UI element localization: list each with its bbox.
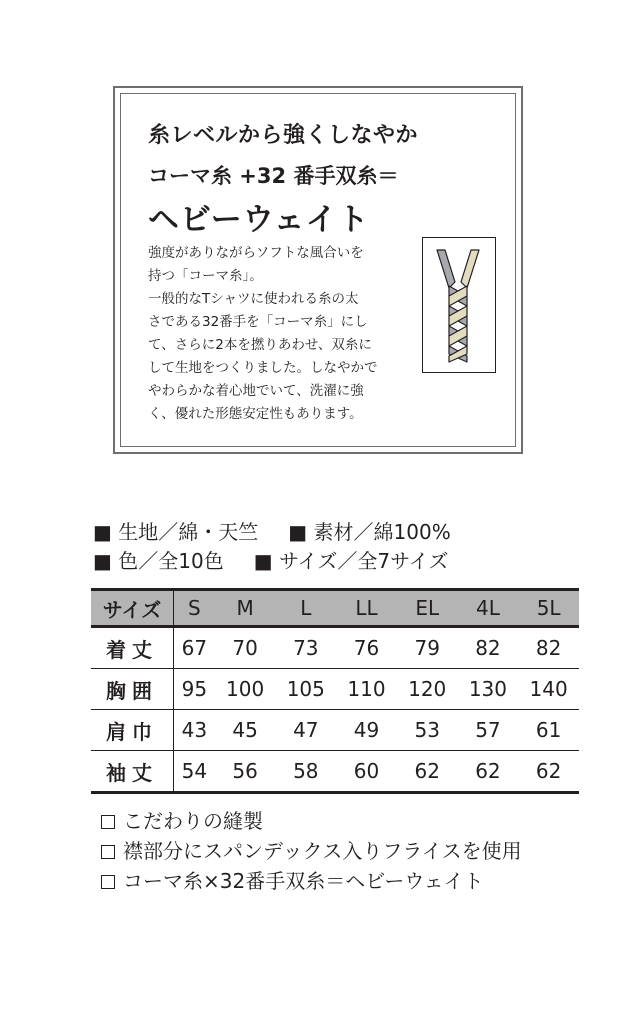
- table-row: [91, 710, 579, 751]
- info-body: [148, 242, 416, 426]
- info-heading-2: コーマ糸 +32 番手双糸＝: [148, 164, 399, 188]
- table-row: [91, 669, 579, 710]
- list-item: [101, 836, 522, 866]
- table-cell: 82: [535, 636, 562, 660]
- list-item: [101, 866, 522, 896]
- size-header-cell: S: [188, 596, 201, 620]
- table-cell: 43: [181, 718, 208, 742]
- table-cell: 140: [529, 677, 568, 701]
- size-header-cell: LL: [355, 596, 378, 620]
- spec-material: ■ 素材／綿100%: [288, 520, 451, 544]
- info-body-line: く、優れた形態安定性もあります。: [148, 406, 363, 422]
- info-heading-3: ヘビーウェイト: [148, 202, 370, 238]
- spec-fabric: ■ 生地／綿・天竺: [93, 520, 259, 544]
- table-cell: 61: [535, 718, 562, 742]
- table-cell: 100: [226, 677, 265, 701]
- table-cell: 67: [181, 636, 208, 660]
- info-body-line: て、さらに2本を撚りあわせ、双糸に: [148, 337, 372, 353]
- table-row: [91, 751, 579, 793]
- size-header-cell: M: [236, 596, 254, 620]
- size-header-cell: L: [300, 596, 312, 620]
- info-box-inner-border: [120, 93, 516, 447]
- table-cell: 95: [181, 677, 208, 701]
- row-label: 胸囲: [91, 669, 174, 710]
- spec-line-2: [93, 547, 451, 576]
- row-label: 着丈: [91, 627, 174, 669]
- table-cell: 62: [475, 759, 501, 783]
- feature-text: コーマ糸×32番手双糸＝ヘビーウェイト: [123, 869, 484, 893]
- row-label: 袖丈: [91, 751, 174, 793]
- info-body-line: さである32番手を「コーマ糸」にし: [148, 314, 368, 330]
- table-cell: 62: [535, 759, 562, 783]
- size-table-header-row: [91, 590, 579, 627]
- spec-sizes: ■ サイズ／全7サイズ: [253, 549, 449, 573]
- info-body-line: 強度がありながらソフトな風合いを: [148, 245, 364, 261]
- info-body-line: やわらかな着心地でいて、洗濯に強: [148, 383, 364, 399]
- table-cell: 82: [475, 636, 501, 660]
- table-cell: 73: [293, 636, 319, 660]
- row-label: 肩巾: [91, 710, 174, 751]
- size-table: [91, 588, 579, 794]
- info-box: [113, 86, 523, 454]
- table-cell: 54: [181, 759, 208, 783]
- twisted-yarn-icon: [422, 237, 496, 373]
- table-cell: 56: [232, 759, 258, 783]
- table-cell: 76: [353, 636, 380, 660]
- table-cell: 57: [475, 718, 501, 742]
- table-cell: 79: [414, 636, 440, 660]
- info-heading-1: 糸レベルから強くしなやか: [148, 123, 419, 148]
- feature-list: [101, 806, 522, 896]
- size-header-cell: 5L: [536, 596, 561, 620]
- size-header-cell: 4L: [475, 596, 500, 620]
- table-cell: 70: [232, 636, 258, 660]
- table-cell: 58: [293, 759, 319, 783]
- spec-colors: ■ 色／全10色: [93, 549, 224, 573]
- table-cell: 130: [468, 677, 507, 701]
- feature-text: 襟部分にスパンデックス入りフライスを使用: [123, 839, 522, 863]
- table-cell: 60: [353, 759, 380, 783]
- table-cell: 45: [232, 718, 258, 742]
- info-body-line: 一般的なTシャツに使われる糸の太: [148, 291, 359, 307]
- table-cell: 53: [414, 718, 440, 742]
- table-cell: 105: [286, 677, 325, 701]
- list-item: [101, 806, 522, 836]
- size-header-label: サイズ: [91, 590, 174, 627]
- size-header-cell: EL: [415, 596, 440, 620]
- table-row: [91, 627, 579, 669]
- table-cell: 110: [347, 677, 386, 701]
- table-cell: 47: [293, 718, 319, 742]
- spec-line-1: [93, 518, 451, 547]
- table-cell: 120: [408, 677, 447, 701]
- table-cell: 49: [353, 718, 380, 742]
- checkbox-icon: [101, 845, 115, 859]
- table-cell: 62: [414, 759, 440, 783]
- info-body-line: 持つ「コーマ糸」。: [148, 268, 263, 284]
- checkbox-icon: [101, 875, 115, 889]
- checkbox-icon: [101, 815, 115, 829]
- feature-text: こだわりの縫製: [123, 809, 263, 833]
- info-body-line: して生地をつくりました。しなやかで: [148, 360, 378, 376]
- spec-lines: [93, 518, 451, 576]
